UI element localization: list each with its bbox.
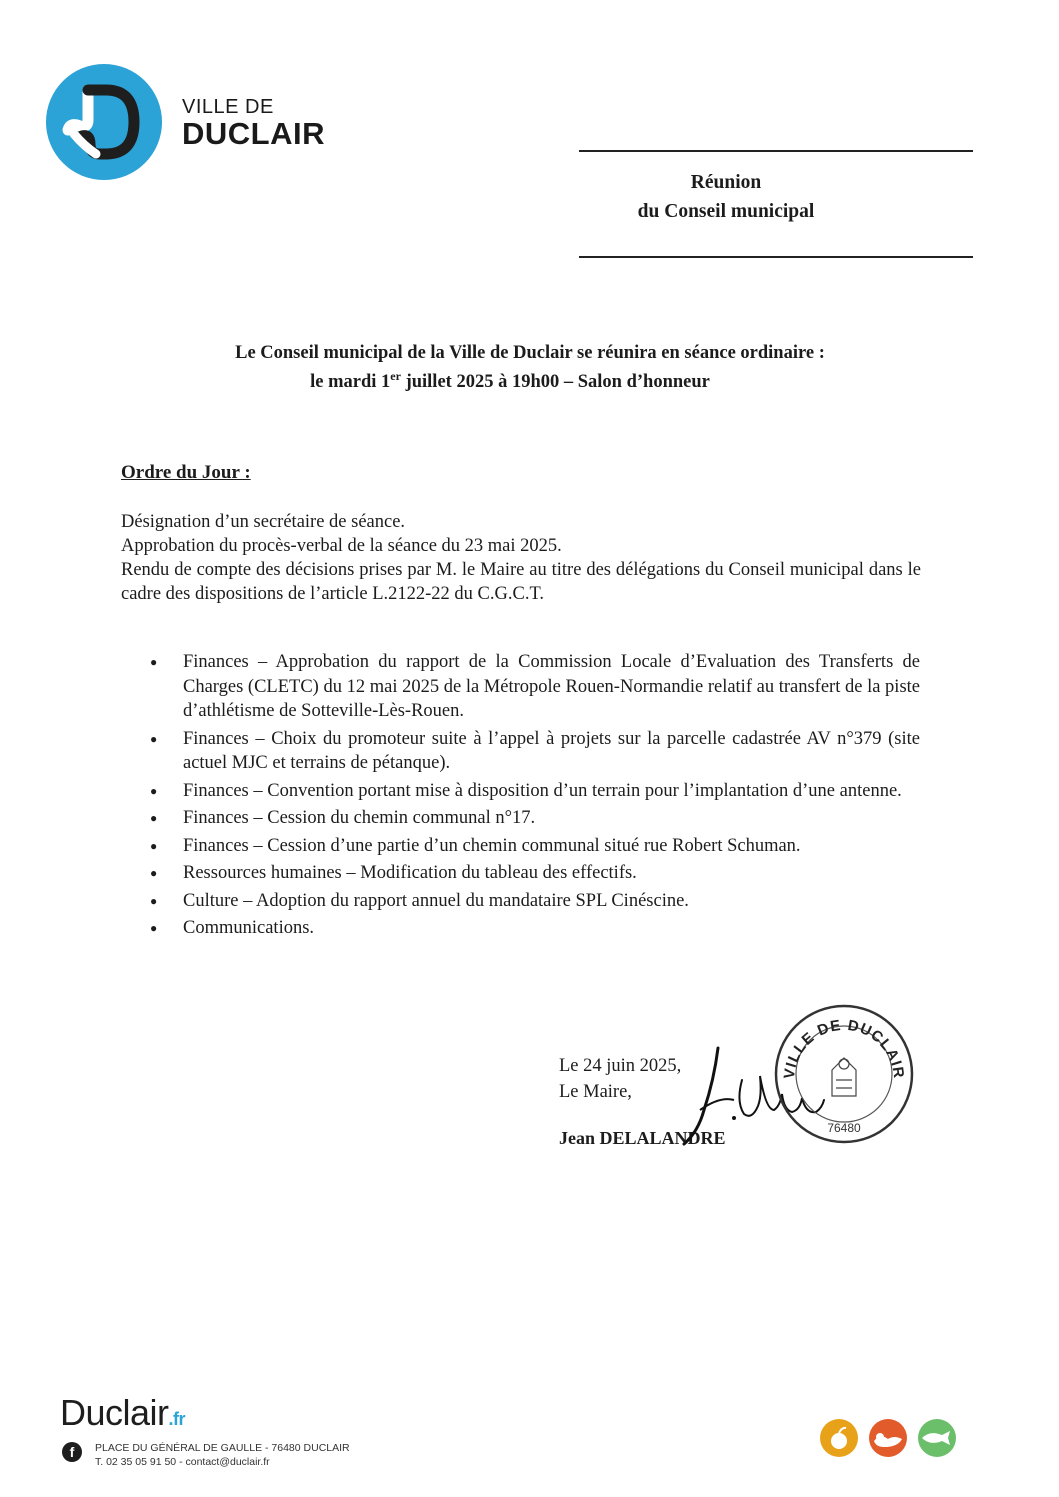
convocation-date-end: juillet 2025 à 19h00 – Salon d’honneur <box>400 372 710 393</box>
bullet-icon: ● <box>150 893 158 908</box>
agenda-item-text: Communications. <box>183 918 315 938</box>
convocation-date-ordinal: er <box>390 369 401 383</box>
bullet-icon: ● <box>150 866 158 880</box>
agenda-item <box>150 727 920 776</box>
convocation-line-2 <box>120 365 940 394</box>
document-title <box>579 168 873 226</box>
logo-duclair-label: DUCLAIR <box>182 116 325 151</box>
agenda-item-text: Finances – Approbation du rapport de la Commission Locale d’Evaluation des Transferts de Charges (CLETC) du 12 mai 2025 de la Métropole Rouen-Normandie relatif au transfert de la piste d’athlétisme de Sotteville-Lès-Rouen. <box>183 652 920 721</box>
city-logo-wordmark <box>182 96 325 150</box>
duck-icon <box>869 1419 907 1457</box>
title-line-1: Réunion <box>690 172 762 193</box>
footer-address-line-2: T. 02 35 05 91 50 - contact@duclair.fr <box>95 1456 270 1468</box>
bullet-icon: ● <box>150 731 158 746</box>
footer-address-line-1: PLACE DU GÉNÉRAL DE GAULLE - 76480 DUCLAIR <box>95 1442 350 1454</box>
signature-place-date: Le 24 juin 2025, <box>559 1056 682 1076</box>
stamp-text: VILLE DE DUCLAIR <box>780 1016 908 1080</box>
convocation-date-start: le mardi 1 <box>310 372 391 393</box>
agenda-item-text: Finances – Convention portant mise à disposition d’un terrain pour l’implantation d’une antenne. <box>183 780 902 801</box>
agenda-item <box>150 916 920 941</box>
footer-brand-tld: .fr <box>168 1409 186 1429</box>
convocation-notice <box>120 342 940 394</box>
svg-text:VILLE DE DUCLAIR <box>781 1017 907 1080</box>
signature-name: Jean DELALANDRE <box>559 1128 726 1148</box>
footer-address <box>95 1441 350 1469</box>
stamp-code: 76480 <box>827 1121 861 1135</box>
agenda-item <box>150 834 920 859</box>
logo-ville-label: VILLE DE <box>182 96 274 118</box>
agenda-item <box>150 889 920 914</box>
title-bottom-rule <box>579 256 973 258</box>
agenda-list <box>150 650 920 944</box>
fish-icon <box>918 1419 956 1457</box>
agenda-item-text: Culture – Adoption du rapport annuel du mandataire SPL Cinéscine. <box>183 890 689 911</box>
preamble-item: Approbation du procès-verbal de la séance du 23 mai 2025. <box>121 536 562 556</box>
footer-brand-name: Duclair <box>60 1392 169 1433</box>
city-logo-icon <box>44 62 164 182</box>
title-top-rule <box>579 150 973 152</box>
facebook-icon[interactable]: f <box>62 1442 82 1462</box>
bullet-icon: ● <box>150 811 158 825</box>
preamble-item: Désignation d’un secrétaire de séance. <box>121 512 406 532</box>
agenda-item <box>150 779 920 804</box>
agenda-item <box>150 806 920 831</box>
agenda-preamble <box>121 510 921 606</box>
agenda-item <box>150 650 920 724</box>
agenda-heading: Ordre du Jour : <box>121 462 251 483</box>
apple-icon <box>820 1419 858 1457</box>
bullet-icon: ● <box>150 838 158 853</box>
agenda-item <box>150 861 920 886</box>
official-stamp-icon <box>770 1000 918 1148</box>
agenda-item-text: Ressources humaines – Modification du tableau des effectifs. <box>183 863 637 883</box>
signature-role: Le Maire, <box>559 1082 632 1102</box>
agenda-item-text: Finances – Cession du chemin communal n°17. <box>183 808 536 828</box>
agenda-item-text: Finances – Cession d’une partie d’un chemin communal situé rue Robert Schuman. <box>183 835 801 856</box>
convocation-line-1: Le Conseil municipal de la Ville de Duclair se réunira en séance ordinaire : <box>235 343 825 363</box>
bullet-icon: ● <box>150 655 158 669</box>
agenda-item-text: Finances – Choix du promoteur suite à l’appel à projets sur la parcelle cadastrée AV n°379 (site actuel MJC et terrains de pétanque). <box>183 728 920 773</box>
footer-brand <box>60 1392 185 1434</box>
footer-theme-icons <box>818 1417 958 1459</box>
preamble-item: Rendu de compte des décisions prises par M. le Maire au titre des délégations du Conseil municipal dans le cadre des dispositions de l’article L.2122-22 du C.G.C.T. <box>121 560 921 604</box>
title-line-2: du Conseil municipal <box>637 201 815 222</box>
bullet-icon: ● <box>150 783 158 798</box>
bullet-icon: ● <box>150 921 158 935</box>
